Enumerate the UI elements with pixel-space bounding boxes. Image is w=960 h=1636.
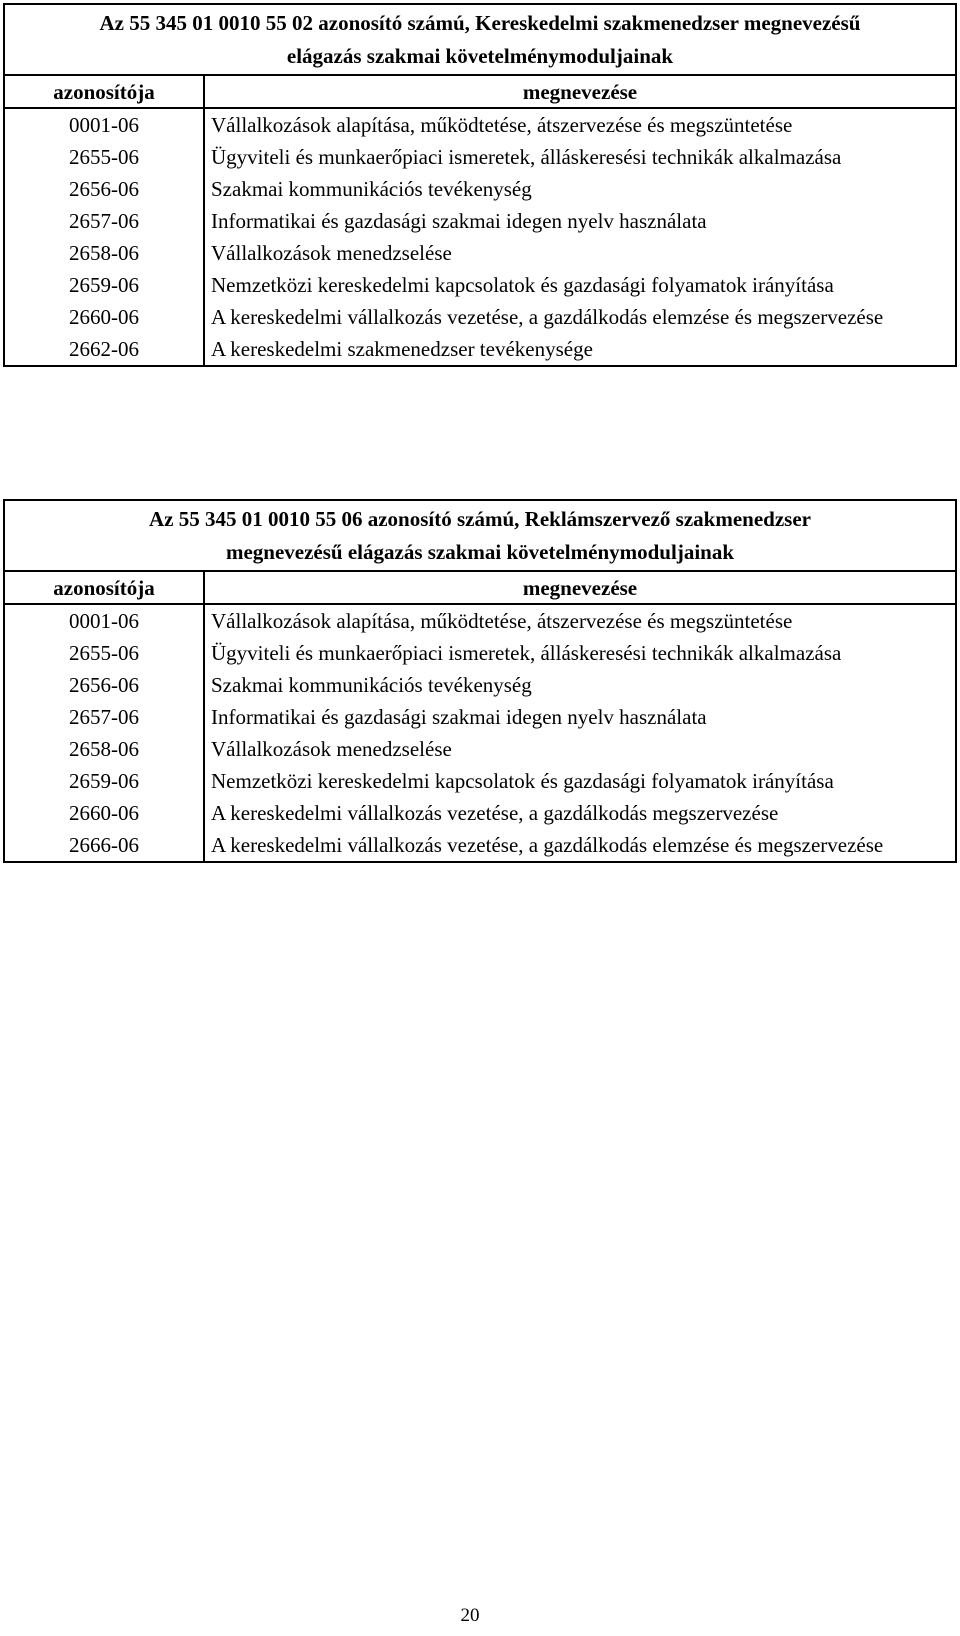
table-row bbox=[4, 205, 956, 237]
table-title-row bbox=[4, 500, 956, 571]
module-name: Vállalkozások alapítása, működtetése, átszervezése és megszüntetése bbox=[204, 108, 956, 141]
module-name: Informatikai és gazdasági szakmai idegen nyelv használata bbox=[204, 701, 956, 733]
table-row bbox=[4, 765, 956, 797]
column-header-id: azonosítója bbox=[4, 75, 204, 108]
module-name: Szakmai kommunikációs tevékenység bbox=[204, 669, 956, 701]
module-name: Vállalkozások alapítása, működtetése, átszervezése és megszüntetése bbox=[204, 604, 956, 637]
module-name: A kereskedelmi vállalkozás vezetése, a gazdálkodás elemzése és megszervezése bbox=[204, 829, 956, 862]
module-id: 0001-06 bbox=[4, 604, 204, 637]
table-row bbox=[4, 604, 956, 637]
table-title bbox=[4, 500, 956, 571]
table-row bbox=[4, 237, 956, 269]
table-row bbox=[4, 669, 956, 701]
table-row bbox=[4, 333, 956, 366]
table-row bbox=[4, 829, 956, 862]
module-name: Nemzetközi kereskedelmi kapcsolatok és gazdasági folyamatok irányítása bbox=[204, 765, 956, 797]
module-id: 2662-06 bbox=[4, 333, 204, 366]
table-header-row bbox=[4, 75, 956, 108]
table-title bbox=[4, 4, 956, 75]
table-title-line-1: Az 55 345 01 0010 55 02 azonosító számú, Kereskedelmi szakmenedzser megnevezésű bbox=[99, 11, 861, 35]
table-row bbox=[4, 173, 956, 205]
column-header-id: azonosítója bbox=[4, 571, 204, 604]
table-row bbox=[4, 269, 956, 301]
module-name: Szakmai kommunikációs tevékenység bbox=[204, 173, 956, 205]
table-title-line-2: elágazás szakmai követelménymoduljainak bbox=[286, 44, 674, 68]
module-id: 2660-06 bbox=[4, 301, 204, 333]
module-id: 2666-06 bbox=[4, 829, 204, 862]
table-row bbox=[4, 701, 956, 733]
module-id: 2659-06 bbox=[4, 765, 204, 797]
module-name: Nemzetközi kereskedelmi kapcsolatok és gazdasági folyamatok irányítása bbox=[204, 269, 956, 301]
module-id: 2657-06 bbox=[4, 701, 204, 733]
module-table-kereskedelmi bbox=[3, 3, 957, 367]
module-name: A kereskedelmi vállalkozás vezetése, a gazdálkodás megszervezése bbox=[204, 797, 956, 829]
table-row bbox=[4, 301, 956, 333]
module-name: A kereskedelmi szakmenedzser tevékenysége bbox=[204, 333, 956, 366]
table-row bbox=[4, 108, 956, 141]
module-id: 2656-06 bbox=[4, 173, 204, 205]
module-name: Ügyviteli és munkaerőpiaci ismeretek, álláskeresési technikák alkalmazása bbox=[204, 141, 956, 173]
module-id: 2655-06 bbox=[4, 637, 204, 669]
table-title-row bbox=[4, 4, 956, 75]
table-title-line-2: megnevezésű elágazás szakmai követelménymoduljainak bbox=[225, 540, 735, 564]
module-name: Ügyviteli és munkaerőpiaci ismeretek, álláskeresési technikák alkalmazása bbox=[204, 637, 956, 669]
module-name: Vállalkozások menedzselése bbox=[204, 733, 956, 765]
module-id: 2658-06 bbox=[4, 733, 204, 765]
column-header-name: megnevezése bbox=[204, 75, 956, 108]
module-id: 2659-06 bbox=[4, 269, 204, 301]
table-row bbox=[4, 733, 956, 765]
table-row bbox=[4, 797, 956, 829]
module-name: Informatikai és gazdasági szakmai idegen nyelv használata bbox=[204, 205, 956, 237]
module-name: A kereskedelmi vállalkozás vezetése, a gazdálkodás elemzése és megszervezése bbox=[204, 301, 956, 333]
table-header-row bbox=[4, 571, 956, 604]
module-id: 2657-06 bbox=[4, 205, 204, 237]
module-id: 2660-06 bbox=[4, 797, 204, 829]
page-number: 20 bbox=[460, 1605, 480, 1626]
module-id: 0001-06 bbox=[4, 108, 204, 141]
column-header-name: megnevezése bbox=[204, 571, 956, 604]
table-title-line-1: Az 55 345 01 0010 55 06 azonosító számú, Reklámszervező szakmenedzser bbox=[149, 507, 811, 531]
module-id: 2656-06 bbox=[4, 669, 204, 701]
table-row bbox=[4, 637, 956, 669]
table-row bbox=[4, 141, 956, 173]
module-table-reklamszervezo bbox=[3, 499, 957, 863]
module-name: Vállalkozások menedzselése bbox=[204, 237, 956, 269]
module-id: 2658-06 bbox=[4, 237, 204, 269]
module-id: 2655-06 bbox=[4, 141, 204, 173]
